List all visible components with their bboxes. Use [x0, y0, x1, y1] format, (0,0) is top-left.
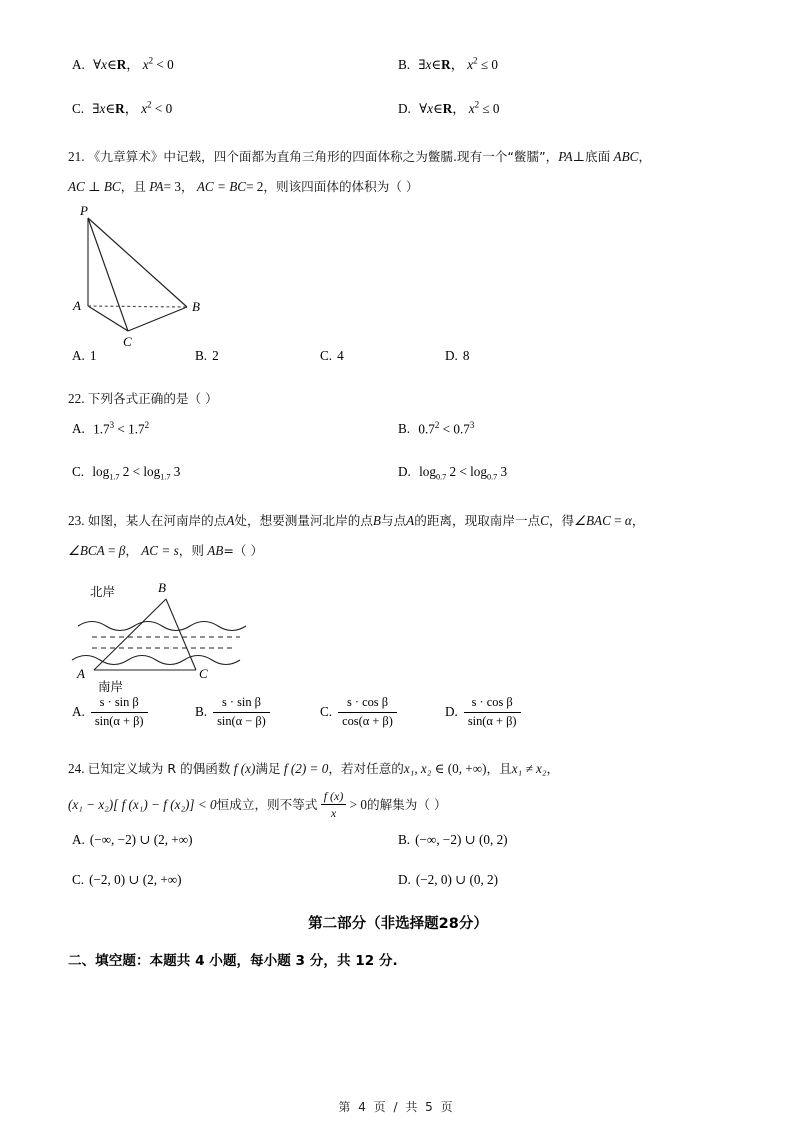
base-2: 1.7: [128, 421, 145, 437]
q24-text-e: 恒成立，则不等式: [216, 797, 318, 812]
vertex-label-b: B: [158, 580, 166, 595]
zero: 0: [491, 57, 498, 72]
edge-pc: [88, 218, 128, 331]
q23-text-b: 处，想要测量河北岸的点: [234, 513, 373, 528]
q21-stem-tail: ，则该四面体的体积为（ ）: [263, 179, 419, 194]
log-arg-2: 3: [173, 464, 181, 479]
exponent-1: 2: [434, 420, 440, 430]
numerator: s · cos β: [471, 695, 513, 709]
fraction: [338, 695, 397, 729]
comma: ，: [450, 57, 464, 72]
page-content: [68, 48, 728, 969]
q22-options-row-1: [68, 414, 728, 460]
point-a-2: A: [406, 513, 415, 528]
comma: ，: [638, 149, 652, 164]
option-letter: B.: [195, 348, 208, 363]
text-and: ，且: [120, 179, 146, 194]
q24-text-f: 的解集为（ ）: [366, 797, 447, 812]
q23-text-a: 如图，某人在河南岸的点: [87, 513, 227, 528]
vertex-label-a: A: [77, 666, 85, 681]
comma: ，: [125, 543, 138, 558]
vertex-label-b: B: [192, 299, 200, 314]
north-bank-label: 北岸: [90, 584, 116, 599]
equals: =: [108, 543, 116, 558]
q24-options-row-2: [68, 870, 728, 906]
option-variable: x: [427, 101, 433, 116]
question-number: 21.: [68, 149, 85, 164]
segment-pa: PA: [149, 179, 164, 194]
comma: ，: [126, 57, 140, 72]
q22-stem-text: 下列各式正确的是（ ）: [87, 391, 218, 406]
q23-text-c: 与点: [380, 513, 407, 528]
log-symbol-2: log: [470, 464, 487, 479]
segment-ac: AC: [141, 543, 159, 558]
part-two-title: 第二部分（非选择题28分）: [308, 916, 488, 932]
exponent-2: 3: [469, 420, 475, 430]
log-base-2: 1.7: [160, 472, 171, 482]
denominator: cos(α + β): [338, 712, 397, 730]
option-letter: D.: [398, 464, 411, 479]
option-value: 4: [337, 348, 344, 363]
option-variable-2: x: [468, 101, 475, 116]
q21-option-b[interactable]: [195, 348, 219, 364]
option-letter: C.: [320, 704, 333, 720]
option-letter: D.: [445, 704, 458, 720]
relation-symbol: <: [156, 57, 164, 72]
denominator: sin(α + β): [464, 712, 521, 730]
triangle-abc: ABC: [613, 149, 639, 164]
base-2: 0.7: [453, 421, 470, 437]
inequality-expression: (x₁ − x₂)[ f (x₁) − f (x₂)] < 0: [68, 797, 217, 812]
fraction: [91, 695, 148, 729]
member-symbol: ∈: [106, 57, 117, 72]
page-footer: 第 4 页 / 共 5 页: [338, 1100, 455, 1114]
segment-bc: BC: [103, 179, 121, 194]
edge-bc: [166, 599, 196, 670]
option-value: 8: [462, 348, 470, 363]
comma: ，: [180, 179, 194, 194]
q21-stem-text: 《九章算术》中记载，四个面都为直角三角形的四面体称之为鳖臑.现有一个“鳖臑”，: [87, 149, 559, 164]
relation-symbol: ≤: [482, 101, 490, 116]
q23-option-a[interactable]: [72, 696, 149, 730]
q20-option-a[interactable]: [72, 54, 174, 73]
q20-option-c[interactable]: [72, 98, 172, 117]
option-value: 2: [212, 348, 219, 363]
segment-bc-equality: = BC: [217, 179, 247, 194]
log-base-1: 1.7: [109, 472, 120, 482]
log-symbol-1: log: [92, 464, 110, 479]
question-number: 24.: [68, 761, 85, 776]
option-quantifier: ∀: [419, 101, 428, 116]
equals: =: [614, 513, 622, 528]
exponent: 2: [147, 99, 152, 110]
numerator: s · sin β: [221, 695, 261, 709]
base-plane-text: 底面: [585, 149, 611, 164]
fraction: [213, 695, 270, 729]
q23-options-row: [68, 694, 728, 744]
option-letter: B.: [398, 57, 411, 72]
option-value: 1: [89, 348, 97, 363]
q21-stem-line2: [68, 172, 728, 202]
q22-option-a[interactable]: [72, 420, 149, 437]
q23-option-b[interactable]: [195, 696, 271, 730]
south-bank-label: 南岸: [98, 679, 124, 694]
option-letter: A.: [72, 832, 85, 847]
option-variable: x: [101, 57, 107, 72]
q22-option-c[interactable]: [72, 464, 180, 482]
q22-stem: [68, 384, 728, 414]
log-base-1: 0.7: [435, 472, 447, 482]
relation-symbol: <: [442, 421, 451, 437]
member-symbol: ∈: [105, 101, 116, 116]
denominator: sin(α − β): [213, 712, 270, 730]
q21-option-a[interactable]: [72, 348, 96, 364]
q23-text-d: 的距离，现取南岸一点: [414, 513, 541, 528]
option-value: (−∞, −2) ∪ (0, 2): [415, 832, 508, 847]
perpendicular-symbol: ⊥: [572, 149, 586, 164]
option-variable-2: x: [141, 101, 148, 116]
fill-in-blank-section-heading: 二、填空题：本题共 4 小题，每小题 3 分，共 12 分.: [68, 953, 398, 969]
option-value: (−2, 0) ∪ (0, 2): [415, 872, 499, 887]
fraction-fx-over-x: [321, 789, 347, 821]
q21-option-c[interactable]: [320, 348, 344, 364]
q24-options-row-1: [68, 826, 728, 870]
q24-option-c[interactable]: [72, 872, 182, 888]
q24-stem-line2: [68, 784, 728, 826]
base-1: 0.7: [418, 421, 435, 437]
vertex-label-a: A: [73, 298, 81, 313]
segment-ac: AC: [68, 179, 85, 194]
q24-stem-line1: [68, 754, 728, 784]
beta-symbol: β: [118, 543, 126, 558]
member-symbol: ∈: [432, 101, 443, 116]
perpendicular-symbol: ⊥: [88, 179, 101, 194]
option-variable: x: [425, 57, 432, 72]
option-letter: A.: [72, 421, 85, 437]
member-symbol: ∈: [431, 57, 442, 72]
comma: ，: [631, 513, 645, 528]
point-a: A: [226, 513, 235, 528]
base-1: 1.7: [93, 421, 110, 437]
numerator: s · cos β: [346, 695, 388, 709]
relation-symbol: <: [154, 101, 163, 116]
exponent-2: 2: [144, 420, 150, 430]
option-variable-2: x: [467, 57, 474, 72]
tetrahedron-diagram: [68, 206, 268, 348]
log-arg-2: 3: [500, 464, 508, 479]
option-letter: C.: [72, 872, 85, 887]
log-symbol-1: log: [419, 464, 436, 479]
real-set-symbol: R: [441, 57, 451, 72]
point-b: B: [372, 513, 381, 528]
option-letter: B.: [195, 704, 208, 720]
exponent: 2: [148, 55, 154, 66]
real-set-symbol: R: [116, 57, 127, 72]
q23-option-d[interactable]: [445, 696, 522, 730]
edge-ac: [88, 306, 128, 331]
relation-symbol: <: [132, 464, 141, 479]
zero: 0: [492, 101, 500, 116]
option-letter: A.: [72, 57, 85, 72]
real-set-symbol: R: [115, 101, 125, 116]
zero: 0: [167, 57, 174, 72]
segment-pa: PA: [558, 149, 573, 164]
q20-option-b[interactable]: [398, 54, 498, 73]
q23-text-e: ，得: [548, 513, 575, 528]
option-variable: x: [99, 101, 106, 116]
q22-option-d[interactable]: [398, 464, 507, 482]
log-symbol-2: log: [143, 464, 161, 479]
log-arg-1: 2: [122, 464, 130, 479]
q21-option-d[interactable]: [445, 348, 469, 364]
q21-options-row: [68, 348, 728, 378]
comma: ，: [452, 101, 466, 116]
option-quantifier: ∀: [93, 57, 102, 72]
question-number: 22.: [68, 391, 85, 406]
q20-option-d[interactable]: [398, 98, 500, 117]
angle-bca: ∠BCA: [68, 543, 105, 558]
option-letter: C.: [72, 464, 85, 479]
segment-ac: AC: [196, 179, 214, 194]
option-letter: D.: [398, 101, 411, 116]
log-base-2: 0.7: [486, 472, 498, 482]
option-value: (−∞, −2) ∪ (2, +∞): [89, 832, 193, 847]
q22-option-b[interactable]: [398, 420, 474, 437]
question-number: 23.: [68, 513, 85, 528]
option-quantifier: ∃: [418, 57, 426, 72]
q21-figure: [68, 206, 728, 348]
q24-text-c: ，若对任意的: [328, 761, 404, 776]
numerator: f (x): [323, 789, 344, 804]
relation-symbol: <: [117, 421, 125, 437]
q24-option-d[interactable]: [398, 872, 498, 888]
x1-ne-x2: x₁ ≠ x₂: [511, 761, 547, 776]
comma: ，: [546, 761, 560, 776]
angle-bac: ∠BAC: [574, 513, 611, 528]
comma: ，: [124, 101, 138, 116]
relation-symbol: <: [459, 464, 467, 479]
q24-option-b[interactable]: [398, 832, 508, 848]
edge-ab-hidden: [88, 306, 187, 307]
segment-ab: AB: [207, 543, 224, 558]
vertex-label-c: C: [123, 334, 132, 348]
greater-than-zero: > 0: [349, 797, 367, 812]
q22-options-row-2: [68, 460, 728, 500]
member-symbol: ∈: [434, 761, 445, 776]
option-letter: B.: [398, 832, 411, 847]
exponent: 2: [473, 55, 478, 66]
log-arg-1: 2: [449, 464, 457, 479]
q24-text-a: 已知定义域为 R 的偶函数: [87, 761, 231, 776]
river-bank-diagram: [68, 568, 278, 694]
river-wave-south: [72, 656, 240, 665]
fraction: [464, 695, 521, 729]
option-letter: C.: [320, 348, 333, 363]
option-variable-2: x: [142, 57, 149, 72]
option-value: (−2, 0) ∪ (2, +∞): [89, 872, 182, 887]
numerator: s · sin β: [99, 695, 139, 709]
q24-text-d: ，且: [486, 761, 512, 776]
q23-stem-tail: =（ ）: [223, 543, 264, 558]
option-letter: A.: [72, 348, 85, 363]
bc-value: = 2: [246, 179, 264, 194]
pa-value: = 3: [163, 179, 181, 194]
vertex-label-p: P: [80, 206, 88, 218]
edge-cb: [128, 307, 187, 331]
text-then: ，则: [178, 543, 204, 558]
zero: 0: [165, 101, 173, 116]
q21-stem-line1: [68, 142, 728, 172]
option-letter: B.: [398, 421, 411, 437]
interval: (0, +∞): [447, 761, 487, 776]
alpha-symbol: α: [624, 513, 632, 528]
real-set-symbol: R: [442, 101, 453, 116]
q24-text-b: 满足: [255, 761, 281, 776]
edge-pb: [88, 218, 187, 307]
option-letter: A.: [72, 704, 85, 720]
condition-f2: f (2) = 0: [283, 761, 329, 776]
denominator: sin(α + β): [91, 712, 148, 730]
exponent: 2: [474, 99, 480, 110]
q23-stem-line2: [68, 536, 728, 566]
point-c: C: [540, 513, 549, 528]
option-letter: D.: [398, 872, 411, 887]
option-quantifier: ∃: [92, 101, 100, 116]
q24-option-a[interactable]: [72, 832, 193, 848]
q20-options-row-1: [68, 48, 728, 94]
q23-option-c[interactable]: [320, 696, 398, 730]
ac-value: = s: [161, 543, 179, 558]
q23-figure: [68, 568, 728, 694]
q20-options-row-2: [68, 94, 728, 134]
exponent-1: 3: [109, 420, 115, 430]
option-letter: D.: [445, 348, 458, 363]
function-fx: f (x): [233, 761, 256, 776]
denominator: x: [321, 804, 347, 820]
relation-symbol: ≤: [480, 57, 489, 72]
variables-x1x2: x₁, x₂: [403, 761, 432, 776]
option-letter: C.: [72, 101, 85, 116]
q23-stem-line1: [68, 506, 728, 536]
river-wave-north: [78, 622, 246, 631]
vertex-label-c: C: [199, 666, 208, 681]
